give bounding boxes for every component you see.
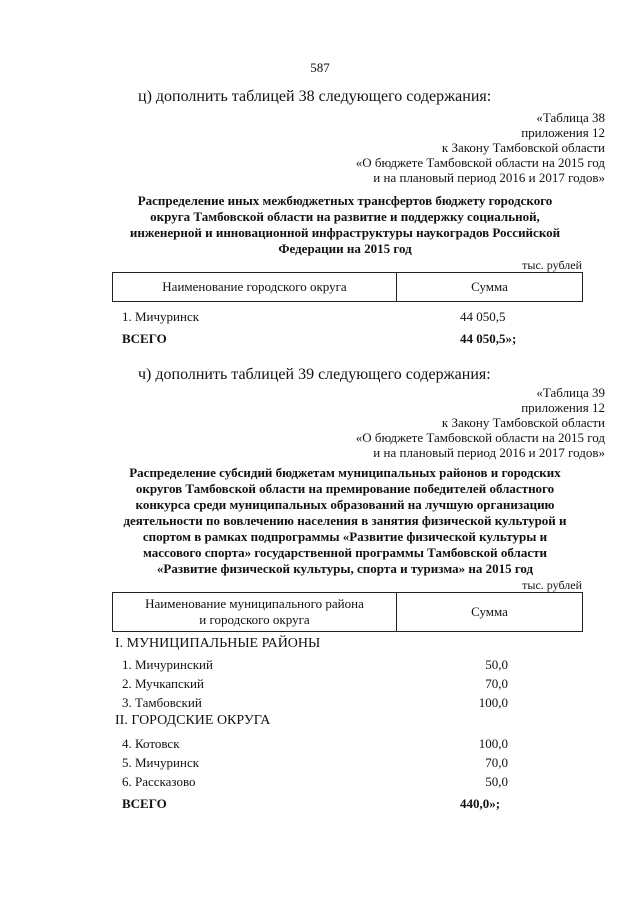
page-number: 587: [310, 60, 330, 75]
column-header-name: [113, 593, 397, 631]
table-39-row-sum: 100,0: [478, 736, 508, 751]
table-39-row-name: 1. Мичуринский: [122, 657, 213, 672]
column-header-sum: Сумма: [471, 604, 508, 619]
title-line: массового спорта» государственной программы Тамбовской области: [143, 545, 547, 560]
header-line: и на плановый период 2016 и 2017 годов»: [373, 445, 605, 460]
table-39-row-name: 6. Рассказово: [122, 774, 196, 789]
title-line: «Развитие физической культуры, спорта и туризма» на 2015 год: [156, 561, 534, 576]
header-line: приложения 12: [521, 400, 605, 415]
table-39-header-note: [356, 385, 605, 460]
table-38-units: тыс. рублей: [522, 258, 582, 272]
table-39-total-sum: 440,0»;: [460, 796, 501, 811]
table-39-units: тыс. рублей: [522, 578, 582, 592]
table-38-total-sum: 44 050,5»;: [460, 331, 517, 346]
column-header-name: Наименование городского округа: [113, 273, 397, 301]
section-ch-intro: ч) дополнить таблицей 39 следующего содержания:: [138, 366, 491, 383]
title-line: Федерации на 2015 год: [278, 241, 412, 256]
table-38-row-name: 1. Мичуринск: [122, 309, 200, 324]
table-39-row-sum: 50,0: [485, 657, 508, 672]
table-39-total-label: ВСЕГО: [122, 796, 167, 811]
group-heading-city-districts: II. ГОРОДСКИЕ ОКРУГА: [115, 713, 271, 728]
column-header-sum: Сумма: [471, 279, 508, 294]
table-38-header-note: [356, 110, 605, 185]
header-line: «Таблица 39: [536, 385, 605, 400]
column-header-name-line2: и городского округа: [199, 612, 310, 627]
table-39-row-name: 4. Котовск: [122, 736, 180, 751]
header-line: «Таблица 38: [536, 110, 605, 125]
table-39-row-sum: 70,0: [485, 755, 508, 770]
table-39-header-row: [112, 592, 583, 632]
title-line: спортом в рамках подпрограммы «Развитие физической культуры и: [142, 529, 548, 544]
table-39-title: [100, 465, 590, 577]
table-39-row-sum: 50,0: [485, 774, 508, 789]
table-38-row-sum: 44 050,5: [460, 309, 506, 324]
header-line: и на плановый период 2016 и 2017 годов»: [373, 170, 605, 185]
table-39-row-sum: 70,0: [485, 676, 508, 691]
group-heading-districts: I. МУНИЦИПАЛЬНЫЕ РАЙОНЫ: [115, 636, 321, 651]
title-line: деятельности по вовлечению населения в занятия физической культурой и: [123, 513, 567, 528]
title-line: инженерной и инновационной инфраструктуры наукоградов Российской: [129, 225, 561, 240]
section-c-intro: ц) дополнить таблицей 38 следующего содержания:: [138, 88, 492, 105]
title-line: конкурса среди муниципальных образований на лучшую организацию: [135, 497, 555, 512]
header-line: «О бюджете Тамбовской области на 2015 год: [355, 155, 605, 170]
table-39-row-sum: 100,0: [478, 695, 508, 710]
table-38-total-label: ВСЕГО: [122, 331, 167, 346]
title-line: Распределение иных межбюджетных трансфертов бюджету городского: [137, 193, 553, 208]
table-38-header-row: [112, 272, 583, 302]
header-line: к Закону Тамбовской области: [441, 140, 605, 155]
title-line: округов Тамбовской области на премирование победителей областного: [135, 481, 555, 496]
header-line: приложения 12: [521, 125, 605, 140]
table-38-title: [100, 193, 590, 257]
title-line: Распределение субсидий бюджетам муниципальных районов и городских: [129, 465, 561, 480]
header-line: к Закону Тамбовской области: [441, 415, 605, 430]
title-line: округа Тамбовской области на развитие и поддержку социальной,: [150, 209, 540, 224]
table-39-row-name: 2. Мучкапский: [122, 676, 204, 691]
table-39-row-name: 5. Мичуринск: [122, 755, 200, 770]
column-header-name-line1: Наименование муниципального района: [145, 596, 364, 611]
header-line: «О бюджете Тамбовской области на 2015 год: [355, 430, 605, 445]
table-39-row-name: 3. Тамбовский: [122, 695, 202, 710]
